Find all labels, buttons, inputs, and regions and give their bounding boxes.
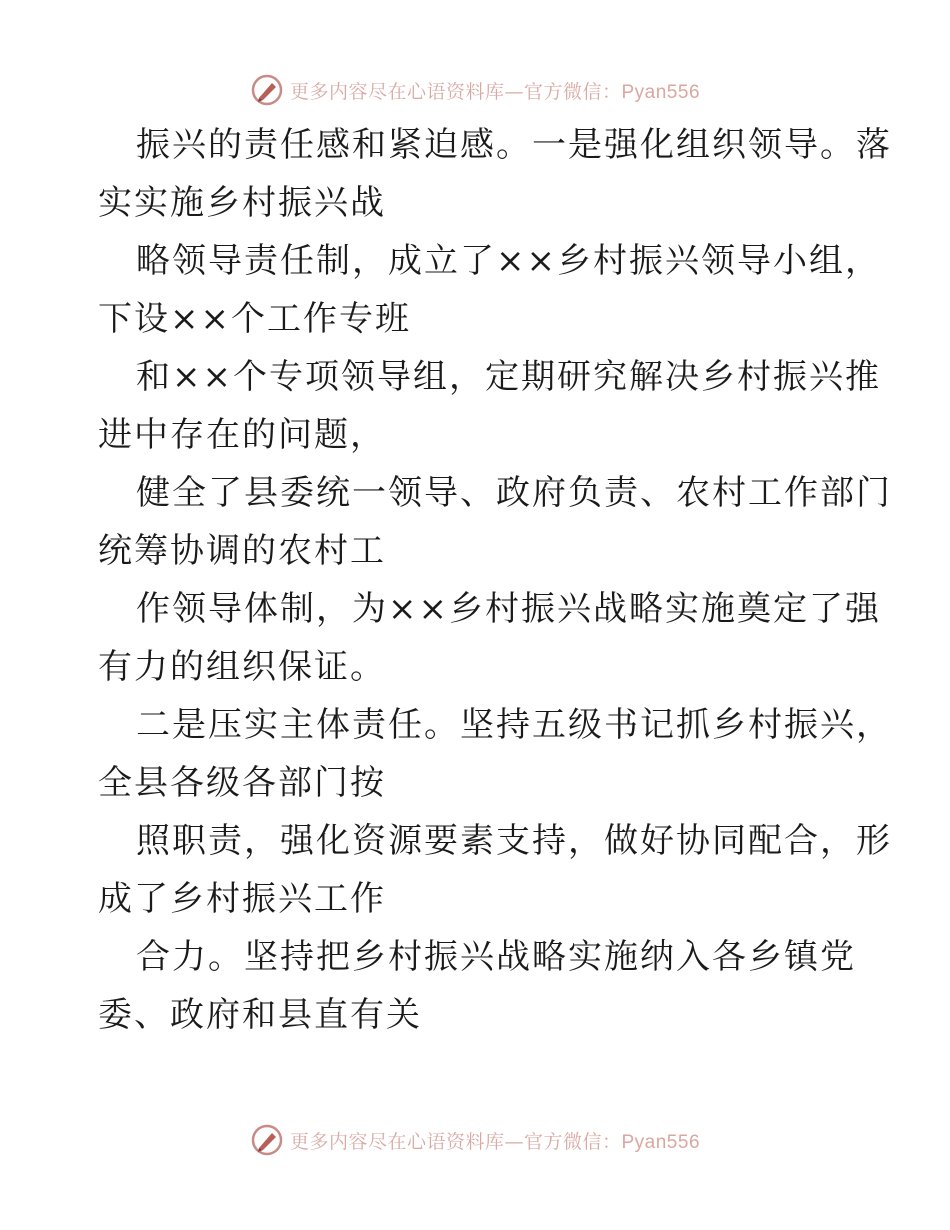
body-line-5: 和××个专项领导组，定期研究解决乡村振兴推 xyxy=(136,357,881,397)
pen-nib-logo-icon xyxy=(250,73,284,107)
body-line-6: 进中存在的问题， xyxy=(98,415,386,455)
body-line-3: 略领导责任制，成立了××乡村振兴领导小组， xyxy=(136,241,881,281)
header-banner-text xyxy=(290,77,700,104)
footer-banner-label: 更多内容尽在心语资料库—官方微信： xyxy=(289,1130,622,1153)
body-line-4: 下设××个工作专班 xyxy=(98,299,411,339)
body-line-14: 成了乡村振兴工作 xyxy=(98,879,386,919)
body-line-15: 合力。坚持把乡村振兴战略实施纳入各乡镇党 xyxy=(136,937,856,977)
header-banner-handle: Pyan556 xyxy=(621,81,701,103)
body-line-12: 全县各级各部门按 xyxy=(98,763,386,803)
body-line-7: 健全了县委统一领导、政府负责、农村工作部门 xyxy=(136,473,892,513)
footer-banner-text xyxy=(290,1127,700,1154)
header-banner xyxy=(0,70,950,110)
body-line-10: 有力的组织保证。 xyxy=(98,647,386,687)
pen-nib-logo-icon xyxy=(250,1123,284,1157)
header-banner-label: 更多内容尽在心语资料库—官方微信： xyxy=(289,80,622,103)
body-line-11: 二是压实主体责任。坚持五级书记抓乡村振兴， xyxy=(136,705,892,745)
body-line-16: 委、政府和县直有关 xyxy=(98,995,422,1035)
body-line-9: 作领导体制，为××乡村振兴战略实施奠定了强 xyxy=(136,589,881,629)
body-line-1: 振兴的责任感和紧迫感。一是强化组织领导。落 xyxy=(136,125,892,165)
document-body xyxy=(98,116,892,1044)
footer-banner-handle: Pyan556 xyxy=(621,1131,701,1153)
body-line-2: 实实施乡村振兴战 xyxy=(98,183,386,223)
body-line-8: 统筹协调的农村工 xyxy=(98,531,386,571)
footer-banner xyxy=(0,1120,950,1160)
body-line-13: 照职责，强化资源要素支持，做好协同配合，形 xyxy=(136,821,892,861)
